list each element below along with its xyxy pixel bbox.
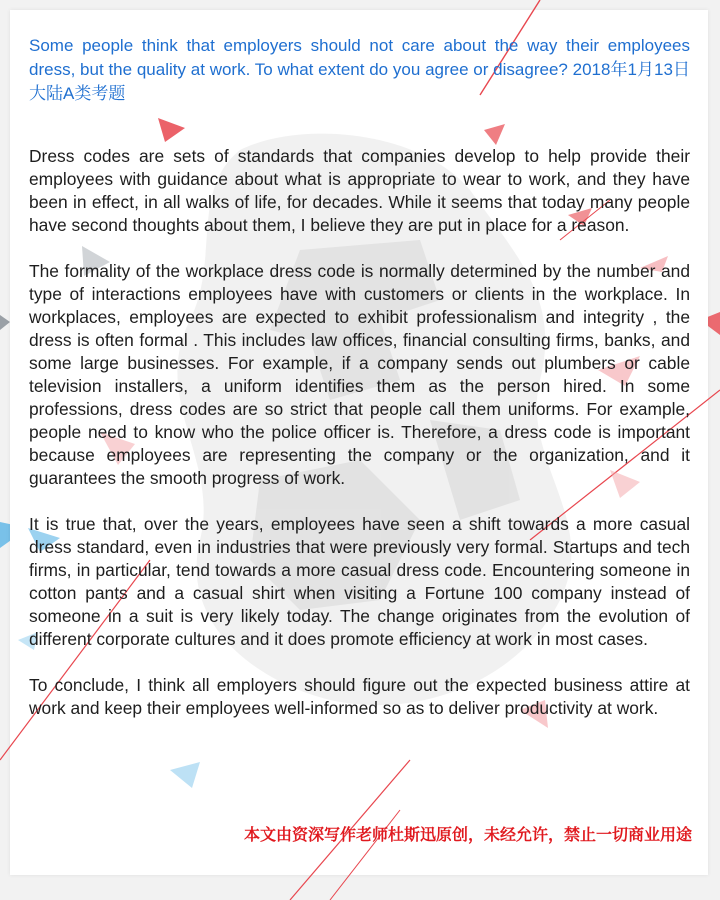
paragraph-body-2: It is true that, over the years, employees have seen a shift towards a more casual dress standard, even in industries that were previously very formal. Startups and tech firms, in particular, tend towards a more casual dress code. Encountering someone in cotton pants and a casual shirt when visiting a Fortune 100 company instead of someone in a suit is very likely today. The change originates from the evolution of different corporate cultures and it does promote efficiency at work in most cases.	[29, 514, 690, 649]
paragraph-intro: Dress codes are sets of standards that companies develop to help provide their employees with guidance about what is appropriate to wear to work, and they have been in effect, in all walks of life, for decades. While it seems that today many people have second thoughts about them, I believe they are put in place for a reason.	[29, 146, 690, 235]
copyright-notice: 本文由资深写作老师杜斯迅原创，未经允许，禁止一切商业用途	[243, 827, 692, 844]
essay-content	[29, 34, 690, 743]
essay-question: Some people think that employers should not care about the way their employees dress, but the quality at work. To what extent do you agree or disagree? 2018年1月13日大陆A类考题	[29, 36, 690, 103]
paragraph-conclusion: To conclude, I think all employers should figure out the expected business attire at work and keep their employees well-informed so as to deliver productivity at work.	[29, 675, 690, 718]
paragraph-body-1: The formality of the workplace dress code is normally determined by the number and type of interactions employees have with customers or clients in the workplace. In workplaces, employees are expected to exhibit professionalism and integrity , the dress is often formal . This includes law offices, financial consulting firms, banks, and some large businesses. For example, if a company sends out plumbers or cable television installers, a uniform identifies them as the person hired. In some professions, dress codes are so strict that people call them uniforms. For example, people need to know who the police officer is. Therefore, a dress code is important because employees are representing the company or the organization, and it guarantees the smooth progress of work.	[29, 261, 690, 488]
